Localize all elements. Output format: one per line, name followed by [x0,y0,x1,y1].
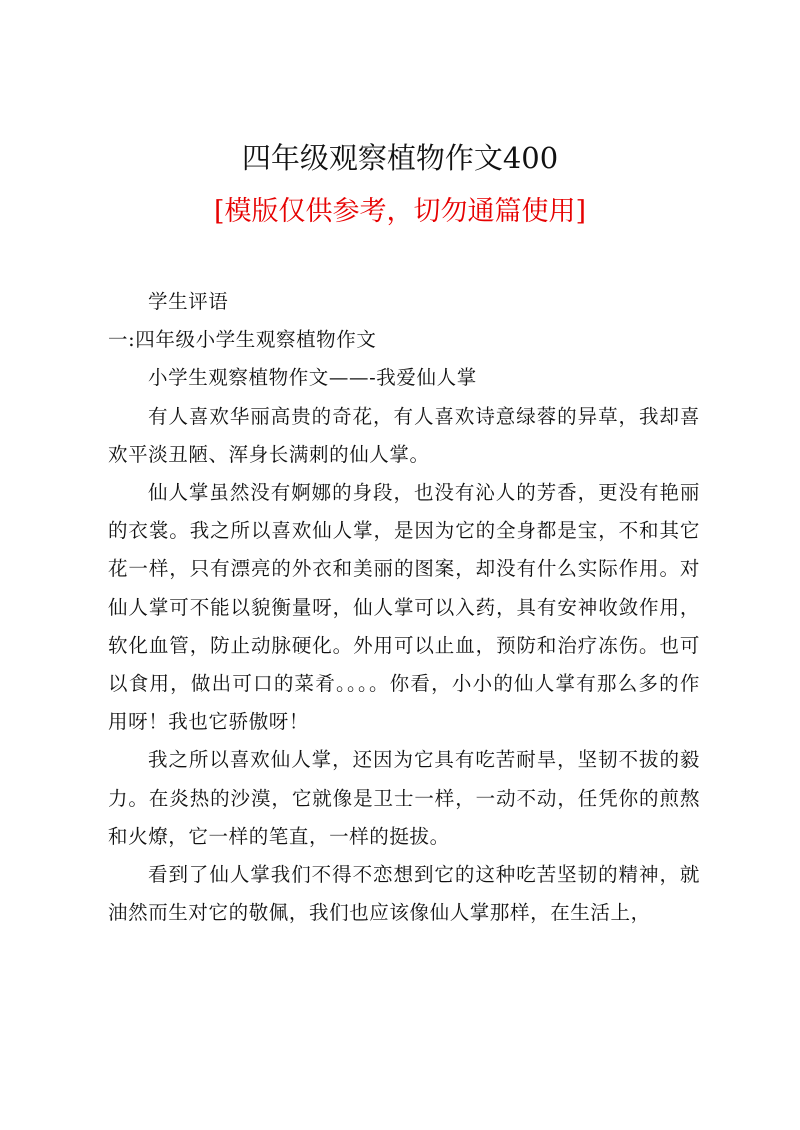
template-notice: [模版仅供参考，切勿通篇使用] [213,196,587,227]
section-heading-student-comment: 学生评语 [148,290,229,313]
document-body [108,283,700,932]
paragraph: 有人喜欢华丽高贵的奇花，有人喜欢诗意绿蓉的异草，我却喜欢平淡丑陋、浑身长满刺的仙人掌。 [108,404,700,466]
paragraph: 我之所以喜欢仙人掌，还因为它具有吃苦耐旱，坚韧不拔的毅力。在炎热的沙漠，它就像是卫士一样，一动不动，任凭你的煎熬和火燎，它一样的笔直，一样的挺拔。 [108,748,700,848]
paragraph: 仙人掌虽然没有婀娜的身段，也没有沁人的芳香，更没有艳丽的衣裳。我之所以喜欢仙人掌，是因为它的全身都是宝，不和其它花一样，只有漂亮的外衣和美丽的图案，却没有什么实际作用。对仙人掌可不能以貌衡量呀，仙人掌可以入药，具有安神收敛作用，软化血管，防止动脉硬化。外用可以止血，预防和治疗冻伤。也可以食用，做出可口的菜肴。。。。你看，小小的仙人掌有那么多的作用呀！我也它骄傲呀！ [108,481,700,734]
document-title: 四年级观察植物作文400 [241,141,559,175]
paragraph: 看到了仙人掌我们不得不恋想到它的这种吃苦坚韧的精神，就油然而生对它的敬佩，我们也应该像仙人掌那样，在生活上， [108,863,700,925]
essay-title: 小学生观察植物作文——-我爱仙人掌 [148,366,477,390]
section-heading-one: 一:四年级小学生观察植物作文 [108,328,377,352]
